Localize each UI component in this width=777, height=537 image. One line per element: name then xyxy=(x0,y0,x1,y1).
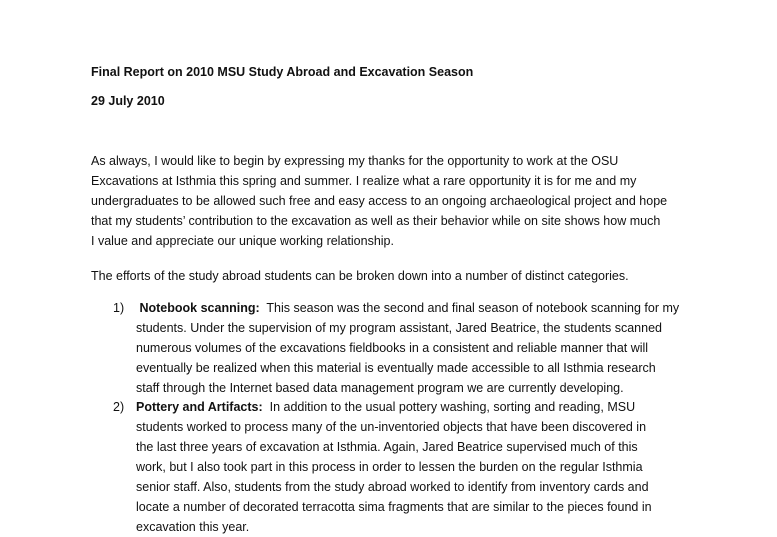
list-item-heading: Pottery and Artifacts: xyxy=(136,400,263,414)
list-item-line: numerous volumes of the excavations fieldbooks in a consistent and reliable manner that will xyxy=(136,341,649,355)
intro-line: undergraduates to be allowed such free and easy access to an ongoing archaeological project and hope xyxy=(91,194,668,208)
list-item-first-line xyxy=(136,298,736,318)
list-item-line: staff through the Internet based data management program we are currently developing. xyxy=(136,381,624,395)
list-item-text: This season was the second and final season of notebook scanning for my xyxy=(259,301,680,315)
list-item-line: students worked to process many of the un-inventoried objects that have been discovered in xyxy=(136,420,647,434)
list-item-body xyxy=(136,397,736,537)
list-item-text: In addition to the usual pottery washing, sorting and reading, MSU xyxy=(262,400,636,414)
list-item-number: 1) xyxy=(113,301,125,315)
list-item-line: work, but I also took part in this process in order to lessen the burden on the regular Isthmia xyxy=(136,460,643,474)
list-item-line: locate a number of decorated terracotta sima fragments that are similar to the pieces found in xyxy=(136,500,652,514)
list-item-number: 2) xyxy=(113,400,125,414)
list-item-line: the last three years of excavation at Isthmia. Again, Jared Beatrice supervised much of this xyxy=(136,440,638,454)
list-item-line: excavation this year. xyxy=(136,520,250,534)
intro-line: As always, I would like to begin by expressing my thanks for the opportunity to work at the OSU xyxy=(91,154,619,168)
intro-line: Excavations at Isthmia this spring and summer. I realize what a rare opportunity it is for me and my xyxy=(91,174,637,188)
list-item-line: students. Under the supervision of my program assistant, Jared Beatrice, the students scanned xyxy=(136,321,662,335)
intro-line: I value and appreciate our unique working relationship. xyxy=(91,234,394,248)
efforts-paragraph: The efforts of the study abroad students can be broken down into a number of distinct categories. xyxy=(91,269,629,283)
report-date: 29 July 2010 xyxy=(91,94,165,108)
list-item-heading: Notebook scanning: xyxy=(139,301,260,315)
list-item-line: senior staff. Also, students from the study abroad worked to identify from inventory cards and xyxy=(136,480,649,494)
list-item-line: eventually be realized when this material is eventually made accessible to all Isthmia research xyxy=(136,361,656,375)
list-item-first-line xyxy=(136,397,736,417)
intro-paragraph xyxy=(91,151,701,251)
intro-line: that my students’ contribution to the excavation as well as their behavior while on site shows how much xyxy=(91,214,661,228)
report-title: Final Report on 2010 MSU Study Abroad and Excavation Season xyxy=(91,65,474,79)
list-item-body xyxy=(136,298,736,398)
